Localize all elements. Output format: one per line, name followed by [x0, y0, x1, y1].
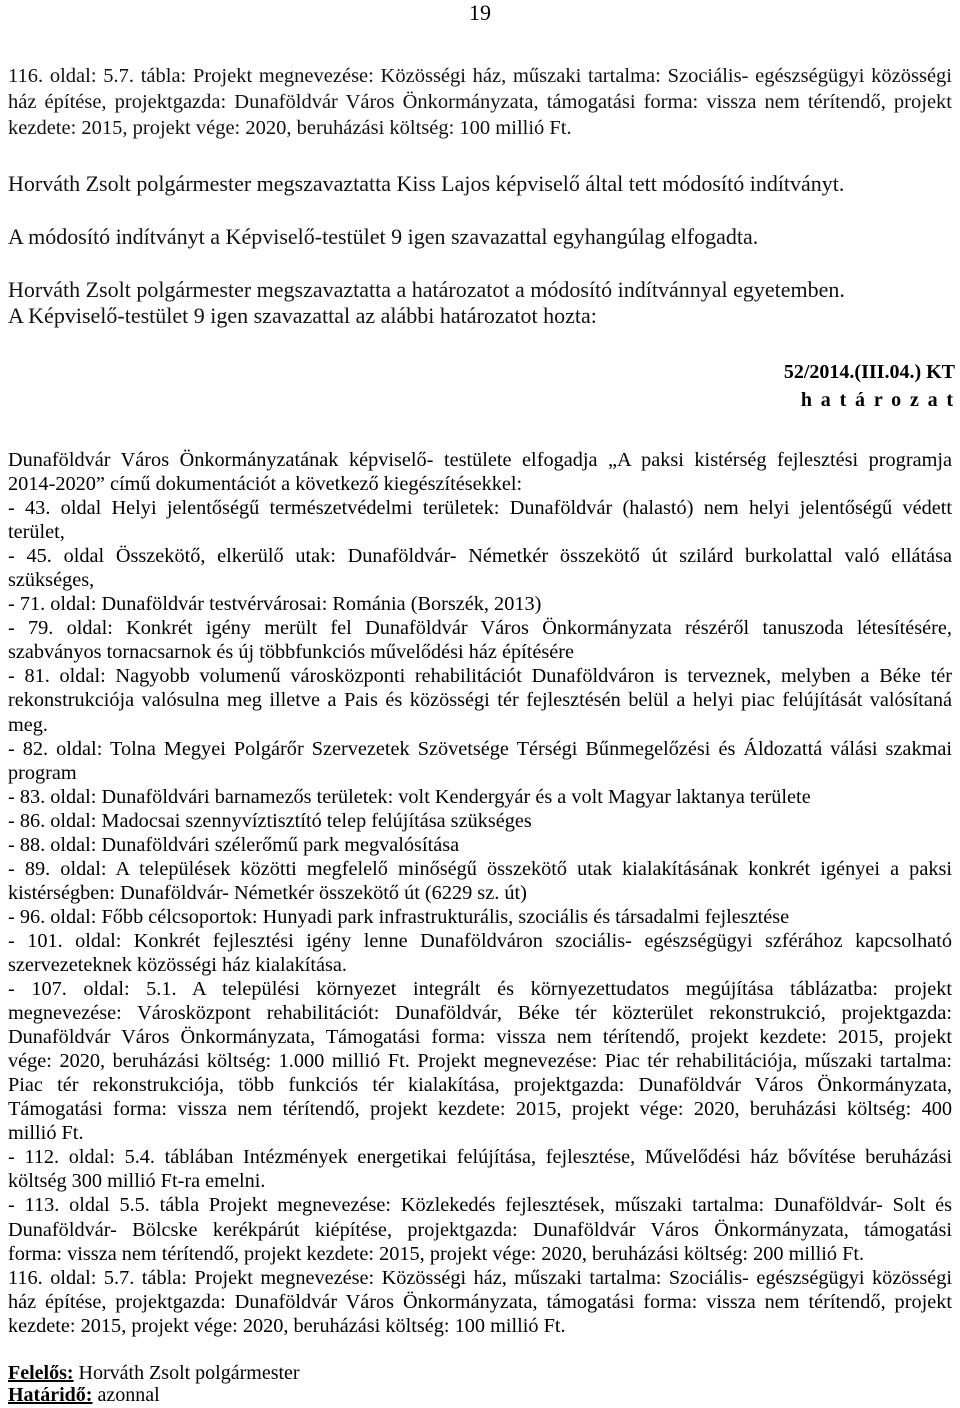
body-line: szükséges,	[8, 569, 95, 592]
amendment-vote-statement	[8, 171, 952, 197]
intro-paragraph	[8, 63, 952, 141]
body-line: Dunaföldvár Város Önkormányzatának képviselő- testülete elfogadja „A paksi kistérség fejlesztési programja	[8, 449, 952, 471]
body-line: megnevezése: Városközpont rehabilitációt: Dunaföldvár, Béke tér közterület rekonstrukció, projektgazda:	[8, 1002, 952, 1025]
body-line: forma: vissza nem térítendő, projekt kezdete: 2015, projekt vége: 2020, beruházási költség: 200 millió Ft.	[8, 1242, 865, 1265]
body-line: - 89. oldal: A települések közötti megfelelő minőségű összekötő utak kialakításának konkrét igényei a paksi	[8, 857, 952, 880]
body-line: - 82. oldal: Tolna Megyei Polgárőr Szervezetek Szövetsége Térségi Bűnmegelőzési és Áldozattá válási szakmai	[8, 737, 952, 760]
body-line: kezdete: 2015, projekt vége: 2020, beruházási költség: 100 millió Ft.	[8, 1314, 566, 1337]
body-line: Dunaföldvár Város Önkormányzata, Támogatási forma: vissza nem térítendő, projekt kezdete: 2015, projekt	[8, 1026, 952, 1049]
body-line: rekonstrukciója valósulna meg illetve a Pais és közösségi tér fejlesztésén belül a helyi piac felújítását valósítaná	[8, 689, 952, 712]
body-line: - 112. oldal: 5.4. táblában Intézmények energetikai felújítása, fejlesztése, Művelődési ház bővítése beruházási	[8, 1146, 952, 1169]
body-line: program	[8, 761, 77, 784]
body-line: ház építése, projektgazda: Dunaföldvár Város Önkormányzata, támogatási forma: vissza nem térítendő, projekt	[8, 1290, 952, 1313]
body-line: - 101. oldal: Konkrét fejlesztési igény lenne Dunaföldváron szociális- egészségügyi szférához kapcsolható	[8, 929, 952, 952]
deadline-label: Határidő:	[8, 1384, 93, 1406]
responsible-value: Horváth Zsolt polgármester	[78, 1362, 300, 1384]
footer	[8, 1362, 952, 1406]
body-line: Dunaföldvár- Bölcske kerékpárút kiépítése, projektgazda: Dunaföldvár Város Önkormányzata, támogatási	[8, 1218, 952, 1241]
motion-line: Horváth Zsolt polgármester megszavaztatta a határozatot a módosító indítvánnyal egyetemben.	[8, 277, 845, 302]
body-line: költség 300 millió Ft-ra emelni.	[8, 1170, 266, 1193]
body-line: Piac tér rekonstrukciója, több funkciós tér kialakítása, projektgazda: Dunaföldvár Város Önkormányzata,	[8, 1074, 952, 1097]
motion-line: Horváth Zsolt polgármester megszavaztatta Kiss Lajos képviselő által tett módosító indítványt.	[8, 171, 845, 196]
body-line: vége: 2020, beruházási költség: 1.000 millió Ft. Projekt megnevezése: Piac tér rehabilitációja, műszaki tartalma:	[8, 1050, 952, 1073]
motion-line: A módosító indítványt a Képviselő-testület 9 igen szavazattal egyhangúlag elfogadta.	[8, 224, 759, 249]
resolution-number: 52/2014.(III.04.) KT	[783, 361, 955, 383]
body-line: terület,	[8, 521, 65, 544]
body-line: millió Ft.	[8, 1122, 84, 1145]
body-line: - 96. oldal: Főbb célcsoportok: Hunyadi park infrastrukturális, szociális és társadalmi fejlesztése	[8, 905, 790, 928]
body-line: - 107. oldal: 5.1. A települési környezet integrált és környezettudatos megújítása táblázatba: projekt	[8, 978, 952, 1001]
body-line: meg.	[8, 713, 48, 736]
resolution-vote-statement	[8, 277, 952, 329]
motion-line: A Képviselő-testület 9 igen szavazattal az alábbi határozatot hozta:	[8, 303, 597, 328]
deadline-value: azonnal	[97, 1384, 160, 1406]
body-line: - 88. oldal: Dunaföldvári szélerőmű park megvalósítása	[8, 833, 460, 856]
body-line: kistérségben: Dunaföldvár- Németkér összekötő út (6229 sz. út)	[8, 881, 527, 904]
body-line: - 71. oldal: Dunaföldvár testvérvárosai: Románia (Borszék, 2013)	[8, 593, 542, 616]
page-number: 19	[469, 0, 491, 25]
responsible-label: Felelős:	[8, 1362, 74, 1384]
responsible-line	[8, 1362, 952, 1384]
body-line: - 113. oldal 5.5. tábla Projekt megnevezése: Közlekedés fejlesztések, műszaki tartalma: Dunaföldvár- Solt és	[8, 1194, 952, 1217]
body-line: - 45. oldal Összekötő, elkerülő utak: Dunaföldvár- Németkér összekötő út szilárd burkolattal való ellátása	[8, 545, 952, 568]
amendment-result-statement	[8, 224, 952, 250]
resolution-body	[8, 448, 952, 1338]
body-line: Támogatási forma: vissza nem térítendő, projekt kezdete: 2015, projekt vége: 2020, beruházási költség: 400	[8, 1098, 952, 1121]
deadline-line	[8, 1384, 952, 1406]
resolution-heading: h a t á r o z a t	[800, 389, 955, 411]
body-line: - 86. oldal: Madocsai szennyvíztisztító telep felújítása szükséges	[8, 809, 532, 832]
body-line: szabványos tornacsarnok és új többfunkciós művelődési ház építésére	[8, 641, 575, 664]
body-line: szervezeteknek közösségi ház kialakítása.	[8, 953, 347, 976]
body-line: 116. oldal: 5.7. tábla: Projekt megnevezése: Közösségi ház, műszaki tartalma: Szociális- egészségügyi közösségi	[8, 1266, 952, 1289]
intro-line: kezdete: 2015, projekt vége: 2020, beruházási költség: 100 millió Ft.	[8, 117, 572, 139]
body-line: 2014-2020” című dokumentációt a következő kiegészítésekkel:	[8, 473, 523, 496]
body-line: - 79. oldal: Konkrét igény merült fel Dunaföldvár Város Önkormányzata részéről tanuszoda létesítésére,	[8, 617, 952, 640]
intro-line: 116. oldal: 5.7. tábla: Projekt megnevezése: Közösségi ház, műszaki tartalma: Szociális- egészségügyi közösségi	[8, 65, 952, 87]
body-line: - 83. oldal: Dunaföldvári barnamezős területek: volt Kendergyár és a volt Magyar laktanya területe	[8, 785, 811, 808]
body-line: - 43. oldal Helyi jelentőségű természetvédelmi területek: Dunaföldvár (halastó) nem helyi jelentőségű védett	[8, 497, 952, 520]
intro-line: ház építése, projektgazda: Dunaföldvár Város Önkormányzata, támogatási forma: vissza nem térítendő, projekt	[8, 91, 952, 113]
body-line: - 81. oldal: Nagyobb volumenű városközponti rehabilitációt Dunaföldváron is terveznek, melyben a Béke tér	[8, 665, 952, 688]
